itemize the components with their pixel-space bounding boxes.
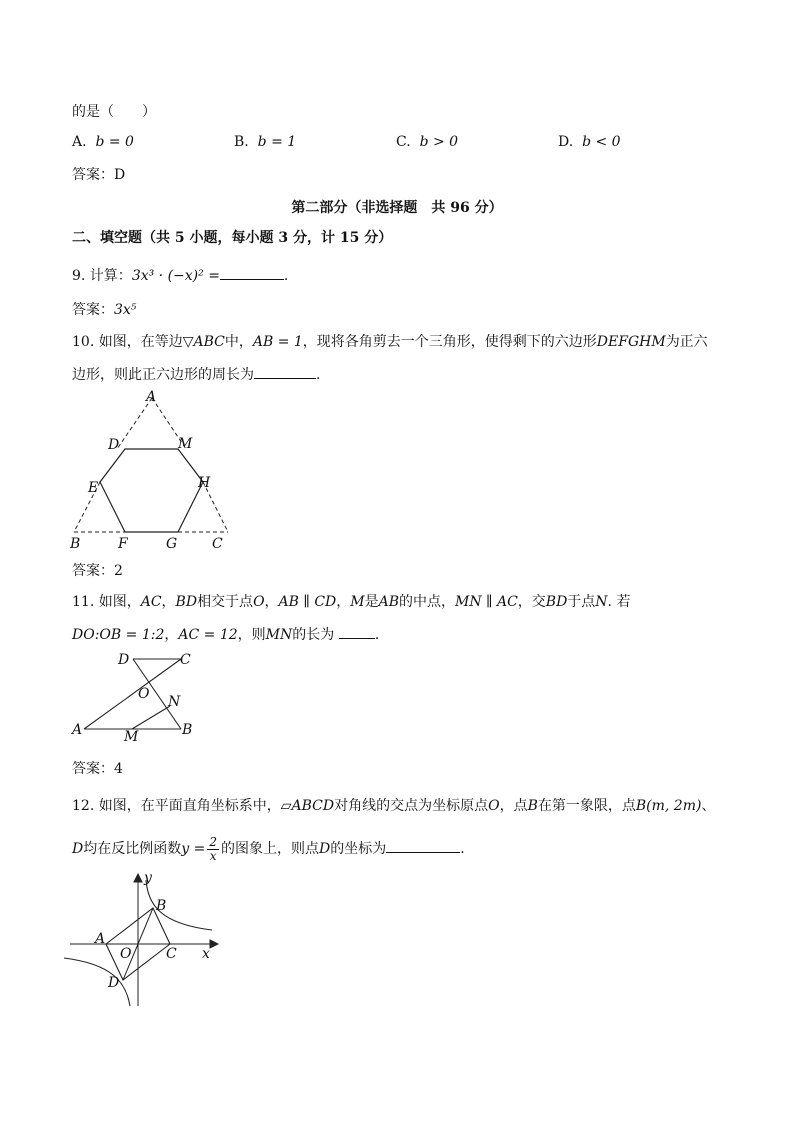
q11-answer: 答案：4 — [72, 761, 123, 777]
q10-label-g: G — [166, 536, 178, 552]
q11-answer-blank[interactable] — [339, 624, 375, 639]
q11-label-m: M — [124, 729, 139, 744]
q11-label-a: A — [72, 722, 83, 738]
q11-stem-line2: DO:OB = 1:2，AC = 12，则MN的长为 . — [72, 624, 379, 645]
section-title: 第二部分（非选择题 共 96 分） — [291, 200, 503, 216]
q12-stem-line2: D均在反比例函数y = $\frac{2}{x}$ 的图象上，则点D的坐标为 . — [72, 834, 465, 863]
q10-stem-line2: 边形，则此正六边形的周长为 . — [72, 364, 320, 385]
q8-answer: 答案：D — [72, 167, 126, 183]
q11-label-n: N — [168, 694, 181, 710]
q10-figure — [60, 386, 240, 554]
q12-label-y: y — [144, 870, 152, 886]
q9-stem: 9. 计算：3x³ · (−x)² = . — [72, 265, 288, 286]
q11-label-o: O — [138, 686, 150, 702]
q10-label-f: F — [118, 536, 128, 552]
q11-stem-line1: 11. 如图，AC，BD相交于点O，AB ∥ CD，M是AB的中点，MN ∥ AC，交BD于点N. 若 — [72, 594, 631, 610]
q12-label-c: C — [166, 946, 177, 962]
q12-label-a: A — [95, 931, 106, 947]
q8-option-a: A. b = 0 — [72, 134, 134, 150]
q8-option-c: C. b > 0 — [396, 134, 459, 150]
q12-answer-blank[interactable] — [386, 838, 460, 853]
q9-answer-blank[interactable] — [220, 265, 284, 280]
q10-label-d: D — [108, 437, 120, 453]
q10-label-e: E — [88, 480, 99, 496]
q12-stem-line1: 12. 如图，在平面直角坐标系中，▱ABCD对角线的交点为坐标原点O，点B在第一象限，点B(m, 2m)、 — [72, 798, 716, 814]
q10-label-c: C — [212, 536, 223, 552]
q12-x-arrow — [210, 940, 218, 948]
q10-label-b: B — [70, 536, 81, 552]
fill-in-heading: 二、填空题（共 5 小题，每小题 3 分，计 15 分） — [72, 230, 393, 246]
q10-label-m: M — [178, 436, 193, 452]
q12-curve-q3 — [64, 958, 130, 1006]
q10-answer-blank[interactable] — [254, 364, 316, 379]
q11-label-d: D — [118, 652, 130, 668]
q9-answer: 答案：3x⁵ — [72, 302, 137, 318]
q8-option-b: B. b = 1 — [234, 134, 297, 150]
q12-label-o: O — [120, 946, 132, 962]
q12-fraction: $\frac{2}{x}$ — [209, 834, 217, 863]
q12-label-b: B — [156, 898, 167, 914]
q8-option-d: D. b < 0 — [558, 134, 621, 150]
q11-segment-mn — [132, 706, 170, 729]
q10-label-a: A — [146, 389, 157, 405]
q11-label-b: B — [182, 722, 193, 738]
q10-stem-line1: 10. 如图，在等边▽ABC中，AB = 1，现将各角剪去一个三角形，使得剩下的六边形DEFGHM为正六 — [72, 334, 708, 350]
q10-dashed-ad — [117, 398, 152, 449]
q10-label-h: H — [198, 475, 211, 491]
q12-label-x: x — [202, 946, 210, 962]
q12-y-arrow — [134, 874, 142, 882]
q8-stem-tail: 的是（ ） — [72, 104, 156, 120]
q12-label-d: D — [108, 975, 120, 991]
q11-figure — [64, 648, 214, 744]
q10-answer: 答案：2 — [72, 563, 123, 579]
q12-figure — [62, 866, 222, 1012]
q11-label-c: C — [180, 652, 191, 668]
q10-hexagon — [100, 449, 203, 532]
q11-segment-ca — [84, 659, 181, 729]
